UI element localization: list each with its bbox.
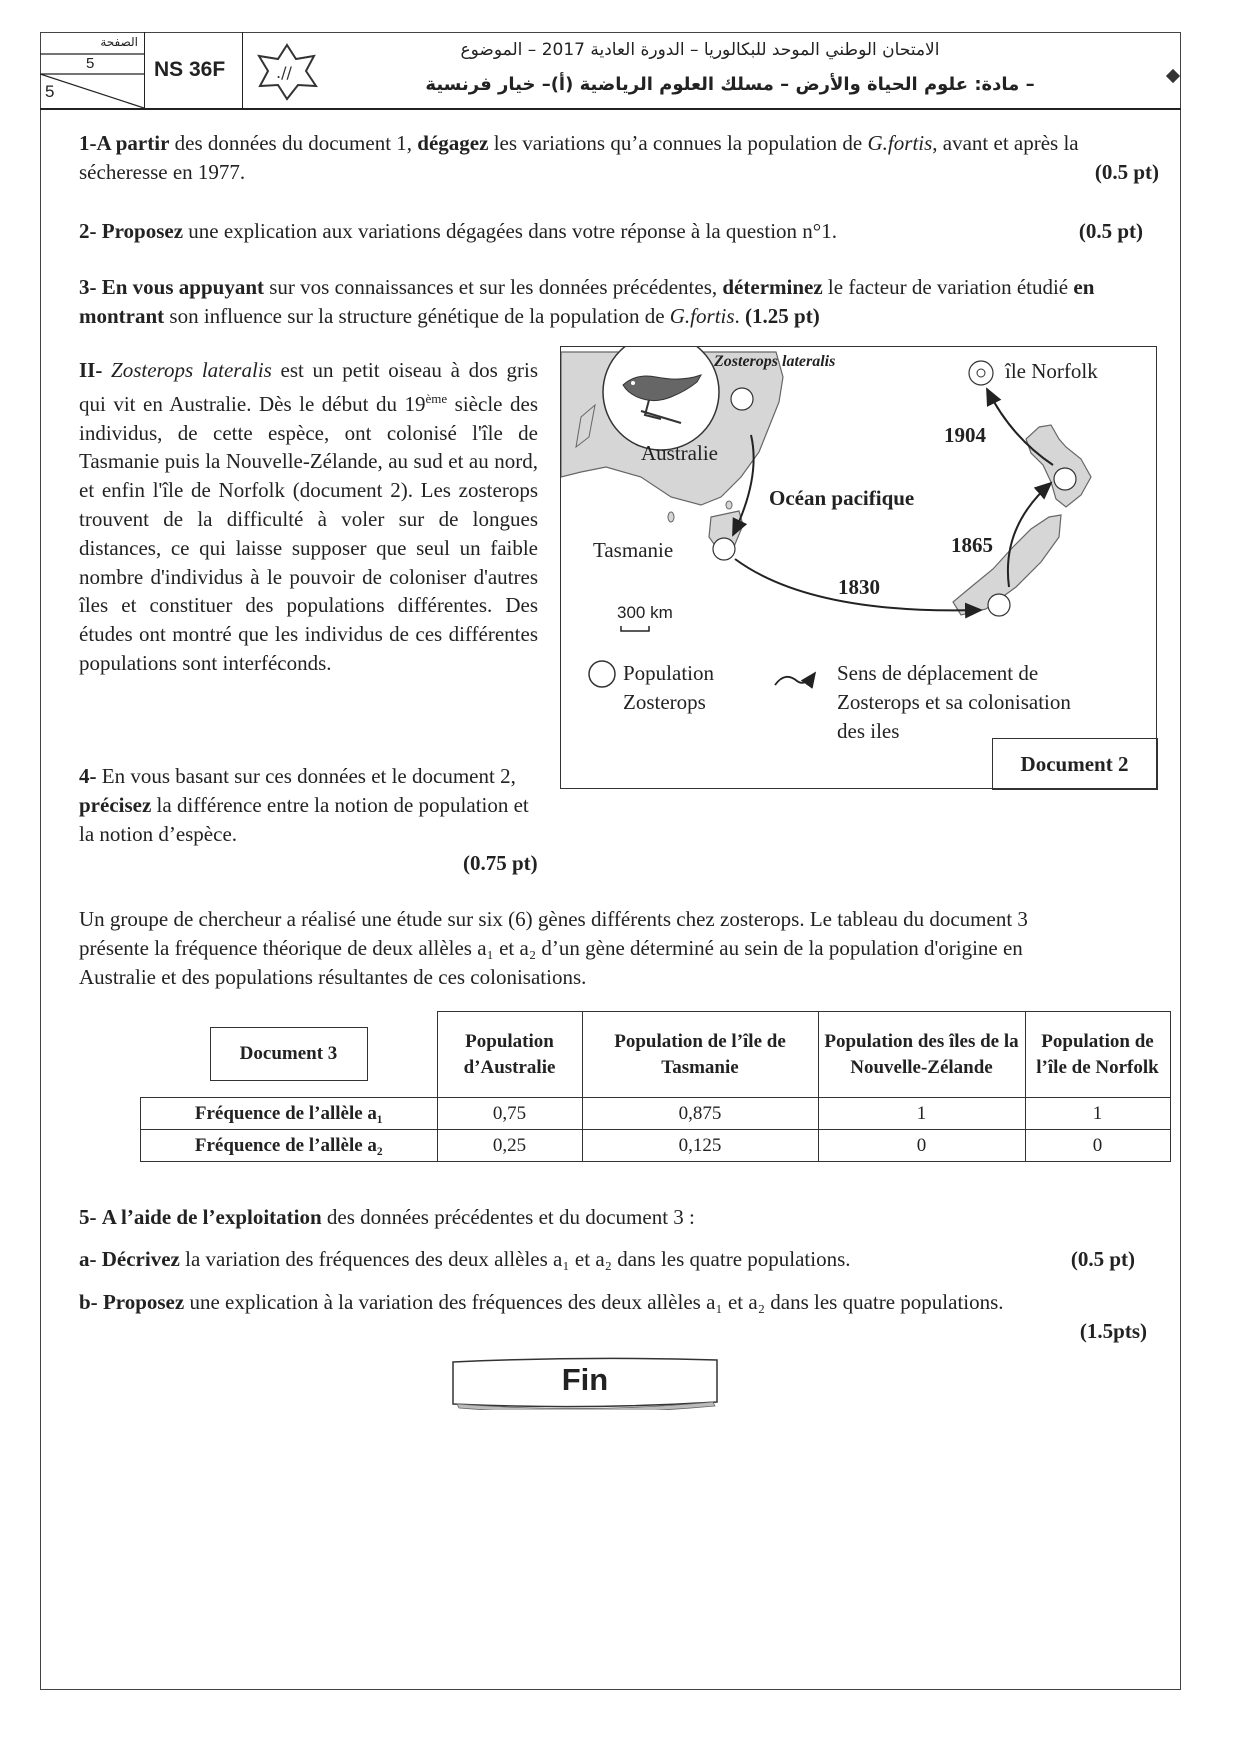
year-1830-label: 1830	[838, 575, 880, 599]
q1-points: (0.5 pt)	[1094, 160, 1159, 184]
q3-species: G.fortis	[669, 304, 735, 328]
q2-text: une explication aux variations dégagées dans votre réponse à la question n°1.	[183, 219, 837, 243]
part2-paragraph	[79, 356, 538, 678]
q2-points: (0.5 pt)	[1078, 219, 1143, 243]
q1-text-2: les variations qu’a connues la population de	[488, 131, 868, 155]
tasmania-label: Tasmanie	[593, 538, 674, 562]
table-cell: 0,25	[437, 1130, 582, 1162]
q3-text-1: sur vos connaissances et sur les données précédentes,	[264, 275, 723, 299]
population-tasmania-circle	[713, 538, 735, 560]
table-row	[141, 1130, 1171, 1162]
star-logo-icon	[252, 42, 322, 102]
q5b-bold: Proposez	[102, 1290, 185, 1314]
document-2-title: Document 2	[992, 738, 1158, 790]
fin-banner	[449, 1356, 721, 1410]
part2-species: Zosterops lateralis	[111, 358, 272, 382]
q1-bold-2: dégagez	[417, 131, 489, 155]
population-australia-circle	[731, 388, 753, 410]
table-cell: 0	[818, 1130, 1025, 1162]
q1-text-3: , avant et après la sécheresse en 1977.	[79, 131, 1079, 184]
table-cell: 1	[818, 1098, 1025, 1130]
question-3	[79, 273, 1161, 331]
population-norfolk-circle	[969, 361, 993, 385]
q4-points: (0.75 pt)	[463, 851, 538, 875]
table-row	[141, 1098, 1171, 1130]
q4-text-2: la différence entre la notion de population et la notion d’espèce.	[79, 792, 529, 846]
q4-bold: précisez	[79, 792, 152, 817]
q1-text-1: des données du document 1,	[169, 131, 418, 155]
australia-label: Australie	[641, 441, 718, 465]
norfolk-label: île Norfolk	[1005, 359, 1098, 383]
table-header: Population des îles de la Nouvelle-Zélande	[818, 1012, 1025, 1098]
document-3-title: Document 3	[210, 1027, 368, 1081]
ocean-label: Océan pacifique	[769, 486, 915, 510]
q4-number: 4-	[79, 764, 97, 788]
q5b-body	[79, 1288, 1059, 1317]
q3-number: 3-	[79, 275, 97, 299]
part2-text-2: siècle des individus, de cette espèce, ont colonisé l'île de Tasmanie puis la Nouvelle-Zélande, au sud et au nord, et enfin l'île de Norfolk (document 2). Les zosterops trouvent de la difficulté à voler sur de longues distances, ce qui laisse supposer que seul un faible nombre d'individus à le pouvoir de coloniser d'autres îles et constituer des populations différentes. Des études ont montré que les individus de ces différentes populations sont interféconds.	[79, 391, 538, 675]
q5b-number: b-	[79, 1290, 98, 1314]
table-cell: 0,125	[582, 1130, 818, 1162]
new-zealand-north	[1026, 425, 1091, 507]
question-2	[79, 217, 1159, 246]
page-label: الصفحة	[100, 35, 138, 49]
page-current: 5	[86, 55, 95, 72]
legend-population-circle	[589, 661, 615, 687]
q4-points-line	[463, 849, 563, 878]
row-label: Fréquence de l’allèle a₁	[141, 1098, 438, 1130]
q3-bold-3: en montrant	[79, 275, 1095, 328]
part2-text-1: est un petit oiseau à dos gris qui vit en Australie. Dès le début du 19	[79, 358, 539, 416]
table-cell: 0,875	[582, 1098, 818, 1130]
q1-bold-1: A partir	[96, 131, 170, 155]
header-line-1: الامتحان الوطني الموحد للبكالوريا – الدورة العادية 2017 – الموضوع	[460, 40, 940, 60]
question-5b	[79, 1288, 1147, 1343]
bird-species-label: Zosterops lateralis	[714, 353, 836, 370]
part2-sup: ème	[425, 390, 448, 406]
document-2-figure	[560, 346, 1157, 789]
q3-bold-2: déterminez	[722, 275, 823, 299]
q1-species: G.fortis	[867, 131, 933, 155]
header-line-2: – مادة: علوم الحياة والأرض – مسلك العلوم الرياضية (أ)– خيار فرنسية	[425, 74, 1035, 95]
population-nz-north-circle	[1054, 468, 1076, 490]
q5a-points: (0.5 pt)	[1070, 1247, 1135, 1271]
legend-population-label: Population Zosterops	[623, 661, 715, 714]
diamond-icon	[1166, 69, 1180, 83]
table-header: Population d’Australie	[437, 1012, 582, 1098]
population-nz-south-circle	[988, 594, 1010, 616]
q5b-points: (1.5pts)	[1079, 1319, 1147, 1343]
scale-label: 300 km	[617, 603, 673, 622]
document-3-table	[140, 1011, 1171, 1162]
svg-text:.//: .//	[276, 63, 292, 82]
question-5a	[79, 1245, 1159, 1274]
q3-text-3: son influence sur la structure génétique de la population de	[164, 304, 670, 328]
table-cell: 1	[1025, 1098, 1170, 1130]
question-4	[79, 762, 549, 848]
legend-arrow-label: Sens de déplacement de Zosterops et sa colonisation des iles	[837, 661, 1071, 743]
year-1865-label: 1865	[951, 533, 993, 557]
table-title-cell	[141, 1012, 438, 1098]
table-cell: 0,75	[437, 1098, 582, 1130]
exam-code: NS 36F	[148, 32, 243, 108]
page-total: 5	[45, 82, 55, 101]
row-label: Fréquence de l’allèle a₂	[141, 1130, 438, 1162]
table-header-row	[141, 1012, 1171, 1098]
year-1904-label: 1904	[944, 423, 986, 447]
page-number-box	[40, 32, 145, 108]
question-5	[79, 1203, 1159, 1232]
q2-number: 2-	[79, 219, 97, 243]
fin-label: Fin	[561, 1362, 609, 1397]
q1-number: 1-	[79, 131, 97, 155]
table-header: Population de l’île de Norfolk	[1025, 1012, 1170, 1098]
q5b-text: une explication à la variation des fréquences des deux allèles a₁ et a₂ dans les quatre populations.	[184, 1290, 1004, 1314]
table-header: Population de l’île de Tasmanie	[582, 1012, 818, 1098]
q3-bold-1: En vous appuyant	[101, 275, 264, 299]
legend-arrow-icon	[775, 673, 815, 685]
q3-text-2: le facteur de variation étudié	[822, 275, 1074, 299]
q4-text-1: En vous basant sur ces données et le document 2,	[96, 764, 516, 788]
q3-points: (1.25 pt)	[745, 304, 820, 328]
document-3-intro: Un groupe de chercheur a réalisé une étude sur six (6) gènes différents chez zosterops. Le tableau du document 3 présente la fréquence théorique de deux allèles a₁ et a₂ d’un gène déterminé au sein de la population d'origine en Australie et des populations résultantes de ces colonisations.	[79, 907, 1028, 989]
q5a-text: la variation des fréquences des deux allèles a₁ et a₂ dans les quatre populations.	[179, 1247, 851, 1271]
exam-header	[40, 32, 1181, 110]
part2-number: II-	[79, 358, 103, 382]
scale-bar	[621, 626, 649, 631]
q5a-bold: Décrivez	[101, 1247, 180, 1271]
q5-number: 5-	[79, 1205, 97, 1229]
q5-text: des données précédentes et du document 3 :	[321, 1205, 695, 1229]
q3-text-4: .	[734, 304, 740, 328]
table-cell: 0	[1025, 1130, 1170, 1162]
q5a-number: a-	[79, 1247, 97, 1271]
question-1	[79, 129, 1159, 187]
q5-bold: A l’aide de l’exploitation	[101, 1205, 322, 1229]
q2-bold: Proposez	[101, 219, 184, 243]
